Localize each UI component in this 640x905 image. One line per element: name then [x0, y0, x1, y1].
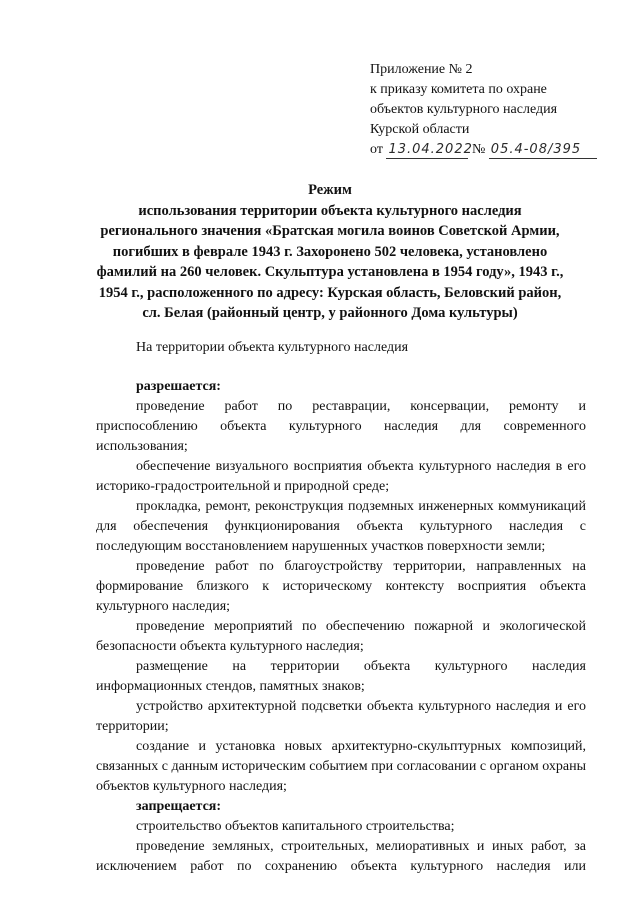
- allowed-item: создание и установка новых архитектурно-скульптурных композиций, связанных с данным историческим событием при согласовании с органом охраны объектов культурного наследия;: [96, 739, 586, 794]
- appendix-committee-line: объектов культурного наследия: [370, 102, 558, 117]
- appendix-date-line: [370, 140, 630, 160]
- appendix-region-line: Курской области: [370, 122, 470, 137]
- prohibited-item: проведение земляных, строительных, мелиоративных и иных работ, за исключением работ по сохранению объекта культурного наследия или: [96, 839, 586, 874]
- title-text: использования территории объекта культурного наследия регионального значения «Братская могила воинов Советской Армии, погибших в феврале 1943 г. Захоронено 502 человека, установлено фамилий на 260 человек. Скульптура установлена в 1954 году», 1943 г., 1954 г., расположенного по адресу: Курская область, Беловский район, сл. Белая (районный центр, у районного Дома культуры): [96, 202, 564, 321]
- document-title: [90, 180, 570, 324]
- allowed-item: прокладка, ремонт, реконструкция подземных инженерных коммуникаций для обеспечения функционирования объекта культурного наследия с последующим восстановлением нарушенных участков поверхности земли;: [96, 499, 586, 554]
- handwritten-date: 13.04.2022: [388, 142, 473, 157]
- intro-line: На территории объекта культурного наследия: [136, 340, 409, 355]
- allowed-item: проведение мероприятий по обеспечению пожарной и экологической безопасности объекта культурного наследия;: [96, 619, 586, 654]
- document-body: [96, 338, 586, 877]
- allowed-label: разрешается:: [136, 379, 221, 394]
- allowed-item: обеспечение визуального восприятия объекта культурного наследия в его историко-градостроительной и природной среде;: [96, 459, 586, 494]
- appendix-order-line: к приказу комитета по охране: [370, 82, 547, 97]
- allowed-item: проведение работ по реставрации, консервации, ремонту и приспособлению объекта культурного наследия для современного использования;: [96, 399, 586, 454]
- allowed-item: устройство архитектурной подсветки объекта культурного наследия и его территории;: [96, 699, 586, 734]
- handwritten-order-number: 05.4-08/395: [489, 142, 597, 159]
- number-prefix: №: [471, 142, 486, 157]
- allowed-item: размещение на территории объекта культурного наследия информационных стендов, памятных знаков;: [96, 659, 586, 694]
- appendix-number: Приложение № 2: [370, 62, 473, 77]
- date-prefix: от: [370, 142, 383, 157]
- prohibited-label: запрещается:: [136, 799, 222, 814]
- allowed-item: проведение работ по благоустройству территории, направленных на формирование близкого к историческому контексту восприятия объекта культурного наследия;: [96, 559, 586, 614]
- appendix-block: [370, 60, 630, 160]
- prohibited-item: строительство объектов капитального строительства;: [136, 819, 455, 834]
- title-heading: Режим: [308, 182, 352, 198]
